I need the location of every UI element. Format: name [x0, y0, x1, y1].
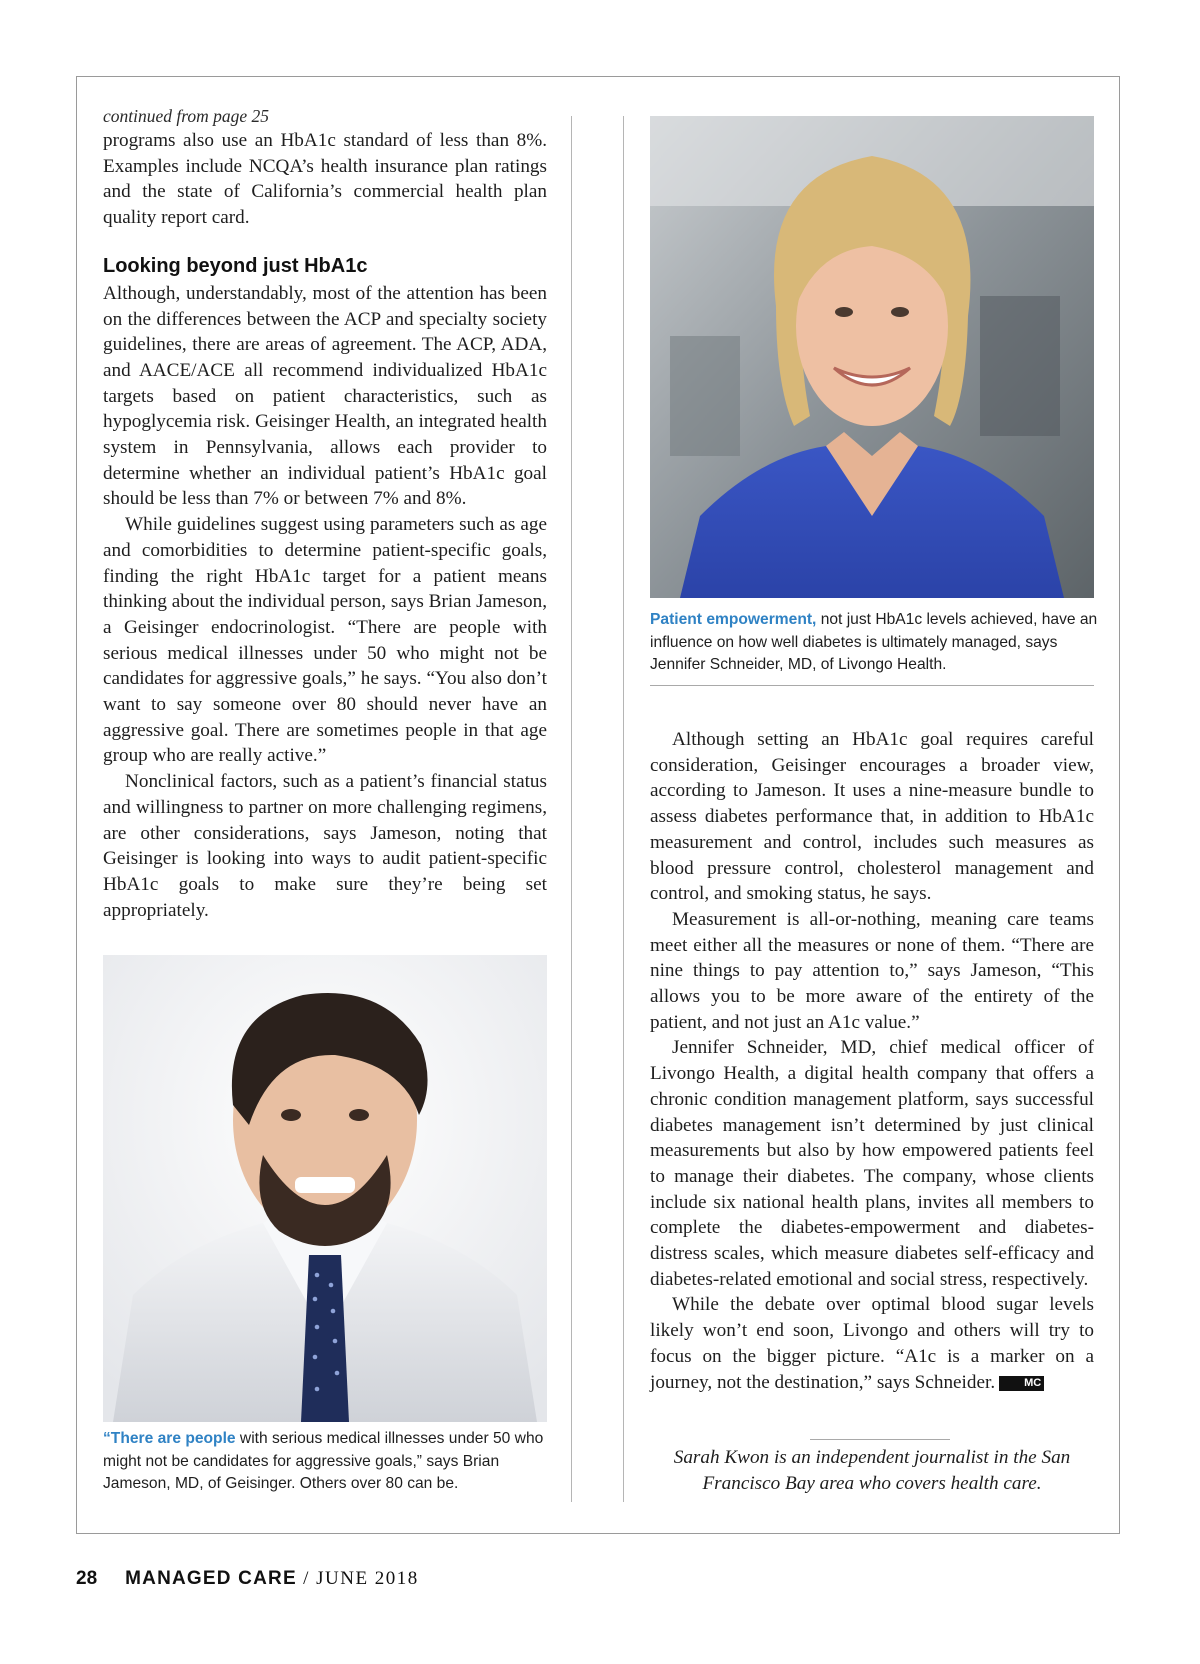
- paragraph: Nonclinical factors, such as a patient’s financial status and willingness to partner on more challenging regimens, are other considerations, says Jameson, noting that Geisinger is looking into ways to audit patient-specific HbA1c goals to make sure they’re being set appropriately.: [103, 771, 547, 921]
- caption-text: with serious medical illnesses under 50 who might not be candidates for aggressive goals,” says Brian Jameson, MD, of Geisinger. Others over 80 can be.: [103, 1430, 544, 1492]
- paragraph: While guidelines suggest using parameters such as age and comorbidities to determine patient-specific goals, finding the right HbA1c target for a patient means thinking about the individual person, says Brian Jameson, a Geisinger endocrinologist. “There are people with serious medical illnesses under 50 who might not be candidates for aggressive goals,” he says. “You also don’t want to say someone over 80 should never have an aggressive goal. There are sometimes people in that age group who are really active.”: [103, 514, 547, 767]
- portrait-illustration: [103, 955, 547, 1422]
- page-number: 28: [76, 1568, 98, 1589]
- column-rule: [571, 116, 572, 1502]
- paragraph-final: [650, 1292, 1094, 1395]
- caption-lead: Patient empowerment,: [650, 611, 817, 628]
- paragraph-text: While the debate over optimal blood sugar levels likely won’t end soon, Livongo and others will try to focus on the bigger picture. “A1c is a marker on a journey, not the destination,” says Schneider.: [650, 1294, 1094, 1393]
- page-footer: [76, 1568, 419, 1590]
- right-column: [650, 727, 1094, 1395]
- paragraph: Although setting an HbA1c goal requires careful consideration, Geisinger encourages a broader view, according to Jameson. It uses a nine-measure bundle to assess diabetes performance that, in addition to HbA1c measurement and control, includes such measures as blood pressure control, cholesterol management and control, and smoking status, he says.: [650, 729, 1094, 905]
- caption-lead: “There are people: [103, 1430, 236, 1447]
- author-bio: Sarah Kwon is an independent journalist in the San Francisco Bay area who covers health care.: [673, 1447, 1071, 1494]
- photo-caption-schneider: [650, 609, 1100, 677]
- photo-jennifer-schneider: [650, 116, 1094, 598]
- continued-note: continued from page 25: [103, 106, 270, 126]
- article-body-right: [650, 727, 1094, 1395]
- paragraph: Jennifer Schneider, MD, chief medical officer of Livongo Health, a digital health company that offers a chronic condition management platform, says successful diabetes management isn’t determined by just clinical measurements but also by how empowered patients feel to manage their diabetes. The company, whose clients include six national health plans, invites all members to complete the diabetes-empowerment and diabetes-distress scales, which measure diabetes self-efficacy and diabetes-related emotional and social stress, respectively.: [650, 1037, 1094, 1290]
- paragraph: programs also use an HbA1c standard of less than 8%. Examples include NCQA’s health insurance plan ratings and the state of California’s commercial health plan quality report card.: [103, 130, 547, 229]
- paragraph: Although, understandably, most of the attention has been on the differences between the ACP and specialty society guidelines, there are areas of agreement. The ACP, ADA, and AACE/ACE all recommend individualized HbA1c targets based on patient characteristics, such as hypoglycemia risk. Geisinger Health, an integrated health system in Pennsylvania, allows each provider to determine whether an individual patient’s HbA1c goal should be less than 7% or between 7% and 8%.: [103, 282, 547, 510]
- article-body-left: [103, 281, 547, 924]
- left-column: [103, 104, 547, 923]
- magazine-name: MANAGED CARE: [125, 1568, 297, 1589]
- paragraph: Measurement is all-or-nothing, meaning care teams meet either all the measures or none of them. “There are nine things to pay attention to,” says Jameson, “This allows you to be more aware of the entirety of the patient, and not just an A1c value.”: [650, 908, 1094, 1033]
- issue-date: / JUNE 2018: [296, 1568, 419, 1589]
- portrait-illustration: [650, 116, 1094, 598]
- bio-divider: [810, 1439, 950, 1440]
- photo-caption-jameson: [103, 1428, 553, 1496]
- section-heading: Looking beyond just HbA1c: [103, 254, 368, 277]
- photo-brian-jameson: [103, 955, 547, 1422]
- column-rule: [623, 116, 624, 1502]
- caption-text: not just HbA1c levels achieved, have an influence on how well diabetes is ultimately managed, says Jennifer Schneider, MD, of Livongo Health.: [650, 611, 1098, 673]
- end-mark: MC: [999, 1376, 1044, 1391]
- caption-divider: [650, 685, 1094, 686]
- intro-paragraph: [103, 128, 547, 231]
